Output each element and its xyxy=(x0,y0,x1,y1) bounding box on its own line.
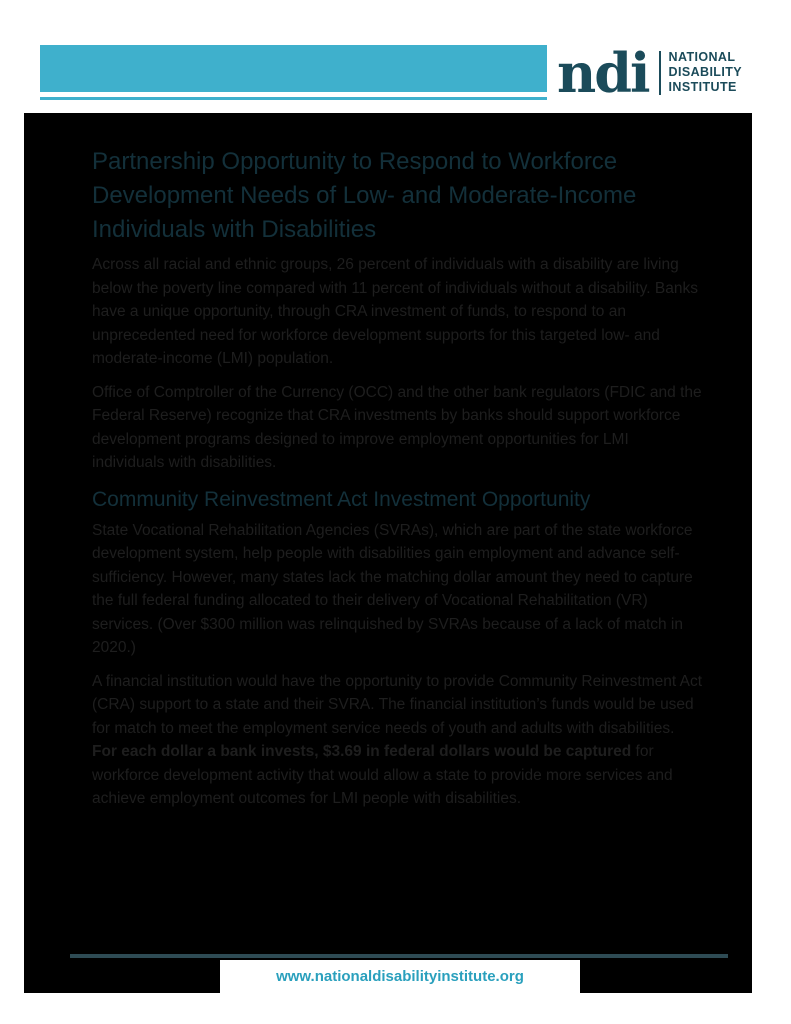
logo-line-2: DISABILITY xyxy=(668,65,742,79)
paragraph-4-end: for workforce development activity that would allow a state to provide more services and achieve employment outcomes for LMI people with disabilities. xyxy=(92,743,673,807)
paragraph-poverty-statistics: Across all racial and ethnic groups, 26 percent of individuals with a disability are living below the poverty line compared with 11 percent of individuals without a disability. Banks have a unique opportunity, through CRA investment of funds, to respond to an unprecedented need for workforce development supports for this targeted low- and moderate-income (LMI) population. xyxy=(92,256,698,367)
header-underline xyxy=(40,97,547,100)
logo-line-3: INSTITUTE xyxy=(668,80,737,94)
section-heading-cra: Community Reinvestment Act Investment Opportunity xyxy=(92,487,591,511)
paragraph-4-start: A financial institution would have the opportunity to provide Community Reinvestment Act (CRA) support to a state and their SVRA. The financial institution’s funds would be used for match to meet the employment service needs of youth and adults with disabilities. xyxy=(92,672,702,737)
paragraph-regulators: Office of Comptroller of the Currency (OCC) and the other bank regulators (FDIC and the Federal Reserve) recognize that CRA investments by banks should support workforce development programs designed to improve employment opportunities for LMI individuals with disabilities. xyxy=(92,383,702,471)
page-title: Partnership Opportunity to Respond to Workforce Development Needs of Low- and Moderate-Income Individuals with Disabilities xyxy=(92,148,637,243)
header-color-band xyxy=(40,45,547,92)
logo-line-1: NATIONAL xyxy=(668,50,736,64)
footer-rule xyxy=(70,954,728,958)
logo-mark: ndi xyxy=(557,40,649,105)
logo-wordmark xyxy=(669,50,742,95)
paragraph-financial-institution xyxy=(92,670,702,811)
footer xyxy=(220,960,580,993)
article-body xyxy=(92,145,702,821)
logo-divider xyxy=(659,51,661,95)
paragraph-4-bold: For each dollar a bank invests, $3.69 in federal dollars would be captured xyxy=(92,743,632,760)
footer-url-link[interactable]: www.nationaldisabilityinstitute.org xyxy=(276,968,524,985)
ndi-logo xyxy=(557,40,742,105)
paragraph-svras: State Vocational Rehabilitation Agencies (SVRAs), which are part of the state workforce development system, help people with disabilities gain employment and advance self-sufficiency. However, many states lack the matching dollar amount they need to capture the full federal funding allocated to their delivery of Vocational Rehabilitation (VR) services. (Over $300 million was relinquished by SVRAs because of a lack of match in 2020.) xyxy=(92,521,693,656)
